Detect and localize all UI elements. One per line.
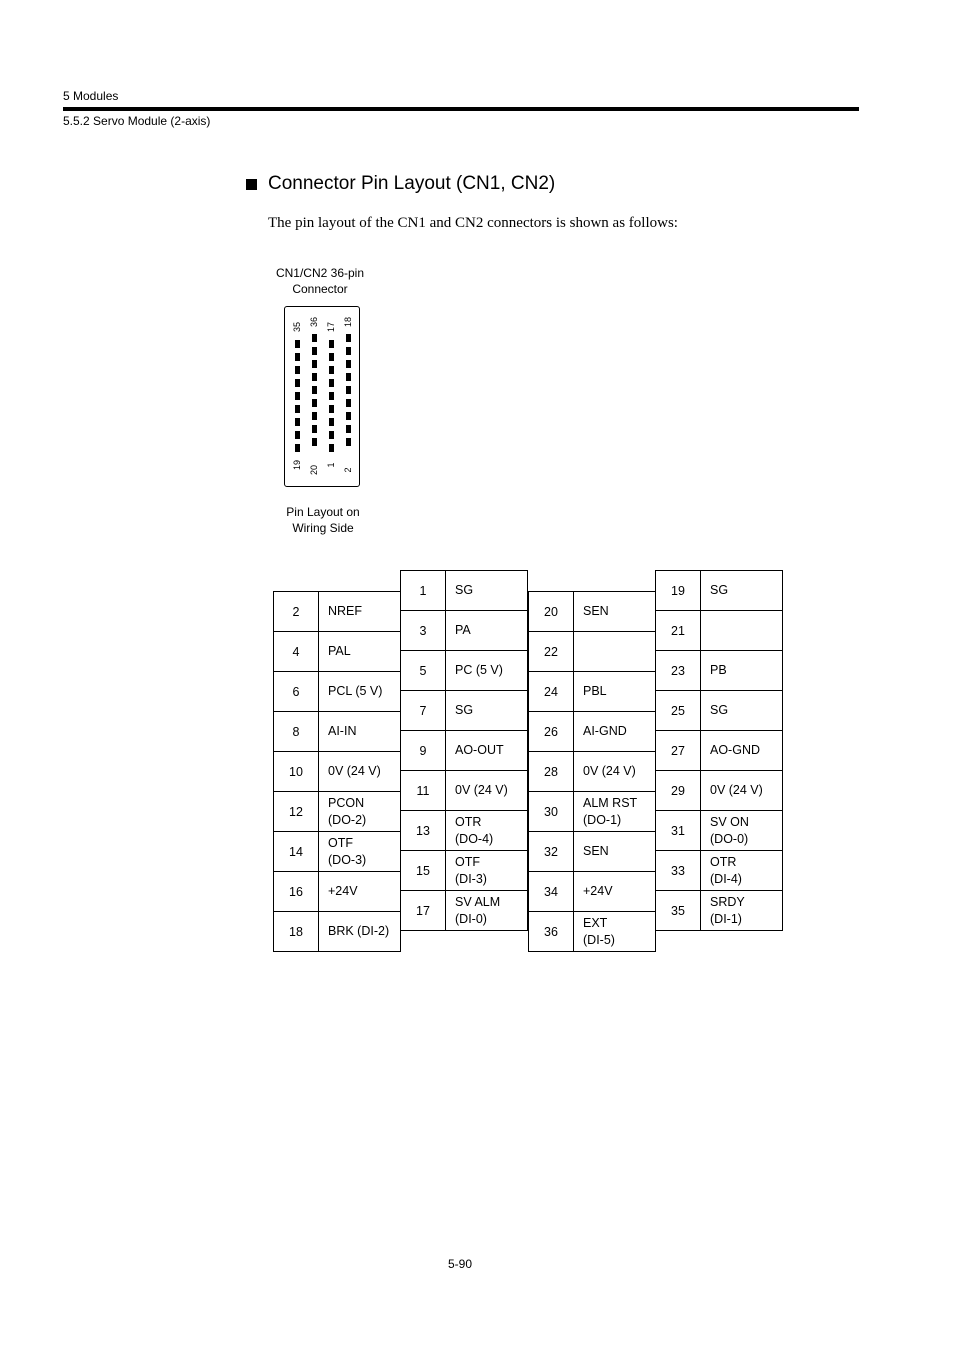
signal-line: PCON [328,795,365,810]
pin-number: 10 [274,752,319,792]
signal-line: 0V (24 V) [328,764,381,778]
chapter-header: 5 Modules [63,89,119,103]
signal-name [574,632,656,672]
signal-name [574,712,656,752]
connector-caption-line1: CN1/CN2 36-pin [275,266,365,280]
table-row [656,851,783,891]
signal-name [319,632,401,672]
pin-number: 12 [274,792,319,832]
signal-name [446,891,528,931]
pin-label-top-4: 18 [343,317,353,328]
signal-name [319,752,401,792]
signal-line: NREF [328,604,363,618]
signal-line: AO-OUT [455,743,504,757]
signal-name [701,651,783,691]
signal-name [574,872,656,912]
pin-number: 23 [656,651,701,691]
table-row [274,592,401,632]
pin-table-even-1-18 [273,591,401,952]
table-row [656,891,783,931]
signal-name [446,851,528,891]
heading-row [246,173,555,195]
pin-caption-line1: Pin Layout on [286,505,360,519]
table-row [529,712,656,752]
table-row [274,752,401,792]
pin-number: 21 [656,611,701,651]
page-number: 5-90 [447,1257,473,1271]
signal-line: ALM RST [583,795,638,810]
signal-line: PA [455,623,471,637]
signal-name [701,611,783,651]
signal-name [319,712,401,752]
table-row [274,832,401,872]
table-row [401,771,528,811]
signal-line: (DO-1) [583,812,622,827]
pin-table-odd-1-17 [400,570,528,931]
table-row [274,872,401,912]
signal-name [446,571,528,611]
pin-table-odd-19-35 [655,570,783,931]
signal-name [446,811,528,851]
signal-line: 0V (24 V) [455,783,508,797]
pin-number: 18 [274,912,319,952]
connector-diagram [284,306,360,487]
signal-line: (DO-3) [328,852,367,867]
table-row [656,611,783,651]
signal-line: +24V [583,884,613,898]
pin-number: 7 [401,691,446,731]
signal-line: OTF [328,835,353,850]
pin-number: 11 [401,771,446,811]
signal-name [319,592,401,632]
pin-number: 27 [656,731,701,771]
pin-caption-line2: Wiring Side [292,521,354,535]
pin-number: 22 [529,632,574,672]
signal-name [319,672,401,712]
signal-name [574,912,656,952]
table-row [529,832,656,872]
table-row [401,651,528,691]
signal-line: SV ALM [455,894,501,909]
pin-number: 2 [274,592,319,632]
pin-column-2 [312,334,317,451]
signal-line: +24V [328,884,358,898]
table-row [274,672,401,712]
signal-line: (DI-0) [455,911,487,926]
pin-number: 34 [529,872,574,912]
signal-line: 0V (24 V) [710,783,763,797]
pin-number: 3 [401,611,446,651]
signal-line: (DO-4) [455,831,494,846]
signal-line: AI-GND [583,724,627,738]
signal-line: EXT [583,915,608,930]
signal-name [446,611,528,651]
signal-line: PB [710,663,727,677]
signal-name [446,771,528,811]
table-row [401,891,528,931]
pin-number: 19 [656,571,701,611]
signal-line: SV ON [710,814,749,829]
pin-label-top-1: 35 [292,322,302,333]
pin-number: 6 [274,672,319,712]
pin-number: 36 [529,912,574,952]
table-row [529,632,656,672]
header-rule [63,107,859,111]
signal-line: 0V (24 V) [583,764,636,778]
signal-line: SRDY [710,894,745,909]
signal-line: OTR [455,814,482,829]
page-title: Connector Pin Layout (CN1, CN2) [268,173,556,194]
pin-layout-caption [262,504,384,536]
signal-name [701,891,783,931]
table-row [656,571,783,611]
pin-number: 5 [401,651,446,691]
signal-line: SEN [583,844,609,858]
pin-number: 26 [529,712,574,752]
signal-line: PBL [583,684,607,698]
pin-label-bottom-1: 19 [292,460,302,471]
table-row [274,632,401,672]
signal-name [319,792,401,832]
pin-number: 32 [529,832,574,872]
pin-label-bottom-2: 20 [309,465,319,476]
signal-name [574,792,656,832]
signal-line: (DO-0) [710,831,749,846]
signal-line: AO-GND [710,743,760,757]
signal-line: SG [710,583,729,597]
signal-line: PCL (5 V) [328,684,383,698]
pin-number: 35 [656,891,701,931]
signal-line: (DI-4) [710,871,742,886]
signal-name [319,832,401,872]
pin-number: 31 [656,811,701,851]
pin-number: 15 [401,851,446,891]
pin-number: 8 [274,712,319,752]
pin-number: 1 [401,571,446,611]
pin-label-top-2: 36 [309,317,319,328]
pin-number: 28 [529,752,574,792]
signal-line: OTR [710,854,737,869]
pin-number: 16 [274,872,319,912]
table-row [656,691,783,731]
pin-number: 14 [274,832,319,872]
table-row [656,811,783,851]
signal-name [446,651,528,691]
signal-name [701,731,783,771]
signal-name [446,731,528,771]
table-row [656,651,783,691]
signal-line: SEN [583,604,609,618]
table-row [529,792,656,832]
signal-name [701,691,783,731]
table-row [401,611,528,651]
pin-label-bottom-3: 1 [326,462,336,468]
table-row [401,691,528,731]
table-row [529,592,656,632]
signal-name [574,672,656,712]
connector-caption [258,265,382,297]
pin-number: 17 [401,891,446,931]
signal-line: PC (5 V) [455,663,503,677]
signal-line: (DI-5) [583,932,615,947]
square-bullet-icon [246,179,257,190]
pin-number: 20 [529,592,574,632]
signal-name [574,752,656,792]
signal-name [574,832,656,872]
connector-caption-line2: Connector [292,282,348,296]
signal-name [701,571,783,611]
pin-number: 30 [529,792,574,832]
pin-column-1 [295,340,300,457]
pin-number: 13 [401,811,446,851]
pin-number: 24 [529,672,574,712]
table-row [529,752,656,792]
signal-line: (DI-3) [455,871,487,886]
table-row [656,731,783,771]
signal-name [319,872,401,912]
signal-line: AI-IN [328,724,357,738]
table-row [274,912,401,952]
signal-line: BRK (DI-2) [328,924,390,938]
table-row [401,571,528,611]
pin-number: 33 [656,851,701,891]
signal-name [701,771,783,811]
table-row [401,731,528,771]
signal-name [574,592,656,632]
signal-name [319,912,401,952]
signal-line: SG [710,703,729,717]
signal-line: (DI-1) [710,911,742,926]
intro-text: The pin layout of the CN1 and CN2 connectors is shown as follows: [268,215,678,231]
table-row [529,912,656,952]
pin-number: 9 [401,731,446,771]
signal-line: PAL [328,644,351,658]
table-row [529,672,656,712]
table-row [656,771,783,811]
signal-line: SG [455,703,474,717]
signal-name [701,851,783,891]
signal-line: OTF [455,854,480,869]
table-row [274,712,401,752]
signal-line: SG [455,583,474,597]
table-row [401,851,528,891]
pin-number: 4 [274,632,319,672]
pin-label-top-3: 17 [326,322,336,333]
pin-column-4 [346,334,351,451]
pin-number: 29 [656,771,701,811]
signal-name [701,811,783,851]
section-header: 5.5.2 Servo Module (2-axis) [63,114,211,128]
pin-label-bottom-4: 2 [343,467,353,473]
table-row [274,792,401,832]
signal-line: (DO-2) [328,812,367,827]
pin-number: 25 [656,691,701,731]
pin-column-3 [329,340,334,457]
table-row [401,811,528,851]
pin-table-even-20-36 [528,591,656,952]
table-row [529,872,656,912]
signal-name [446,691,528,731]
